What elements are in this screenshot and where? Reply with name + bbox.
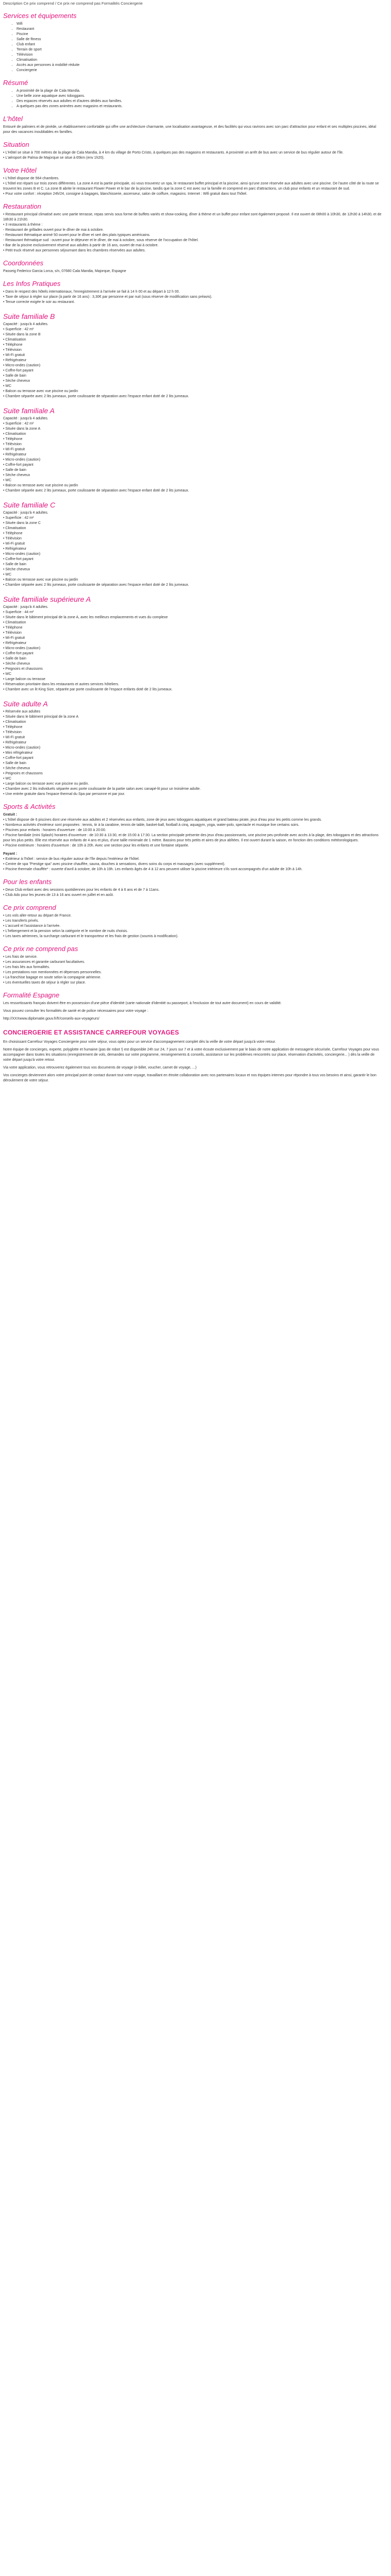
suite-feature: • Coffre-fort payant — [3, 756, 382, 761]
text-line: • Bar de la piscine exclusivement réservé aux adultes à partir de 16 ans, ouvert de mai à octobre. — [3, 243, 382, 248]
resume-list — [3, 89, 382, 109]
suite-feature: • Sèche cheveux — [3, 567, 382, 572]
suite-feature: • Coffre-fort payant — [3, 557, 382, 562]
coordonnees-title: Coordonnées — [3, 259, 44, 267]
suite-feature: • Télévision — [3, 442, 382, 447]
suite-feature: • Large balcon ou terrasse avec vue piscine ou jardin. — [3, 782, 382, 787]
text-line: - Restaurant de grillades ouvert pour le dîner de mai à octobre. — [3, 228, 104, 232]
suites-container — [3, 312, 382, 797]
formalites-title: Formalité Espagne — [3, 991, 60, 999]
suite-feature: • Climatisation — [3, 337, 382, 343]
infos-title: Les Infos Pratiques — [3, 280, 61, 287]
suite-feature: • Réfrigérateur — [3, 452, 382, 457]
suite-feature: • WC — [3, 478, 382, 483]
suite-feature: • Wi-Fi gratuit — [3, 541, 382, 547]
suite-feature: • Climatisation — [3, 720, 382, 725]
suite-feature: • Balcon ou terrasse avec vue piscine ou jardin — [3, 578, 382, 583]
suite-feature: • Sèche cheveux — [3, 379, 382, 384]
list-item: • Télévision — [17, 53, 382, 58]
text-line: • Piscines pour enfants : horaires d'ouverture : de 10:00 à 20:00. — [3, 828, 382, 833]
conciergerie-title: CONCIERGERIE ET ASSISTANCE CARREFOUR VOYAGES — [3, 1029, 180, 1036]
conciergerie-text-4: Vos concierges deviennent alors votre principal point de contact durant tout votre voyage, travaillant en étroite collaboration avec nos partenaires locaux et nos équipes internes pour répondre à tous vos besoins et ainsi, garantir le bon déroulement de votre séjour. — [3, 1074, 377, 1082]
text-line: • Les vols aller-retour au départ de France. — [3, 913, 382, 919]
suite-feature: • Peignoirs et chaussons — [3, 771, 382, 776]
suite-feature: • Mini réfrigérateur — [3, 751, 382, 756]
text-line: • Petit truck réservé aux personnes séjournant dans les chambres réservées aux adultes. — [3, 248, 382, 253]
suite-feature: • Coffre-fort payant — [3, 651, 382, 656]
suite-feature: • Wi-Fi gratuit — [3, 636, 382, 641]
situation-lines — [3, 150, 382, 161]
suite-feature: • Chambre avec 2 lits individuels séparée avec porte coulissante de la partie salon avec canapé-lit pour un troisième adulte. — [3, 787, 382, 792]
suite-feature: • Balcon ou terrasse avec vue piscine ou jardin — [3, 389, 382, 394]
text-line: • Club Ado pour les jeunes de 13 à 16 ans ouvert en juillet et en août. — [3, 893, 382, 898]
formalites-text-2: Vous pouvez consulter les formalités de santé et de police nécessaires pour votre voyage : — [3, 1009, 149, 1013]
suite-feature: • Balcon ou terrasse avec vue piscine ou jardin — [3, 483, 382, 488]
text-line: - Restaurant thématique sud : ouvert pour le déjeuner et le dîner, de mai à octobre, sous réserve de l'occupation de l'hôtel. — [3, 239, 199, 242]
conciergerie-text-3: Via votre application, vous retrouverez également tous vos documents de voyage (e-billet, voucher, carnet de voyage, ...) — [3, 1066, 197, 1070]
text-line: • L'aéroport de Palma de Majorque se situe à 65km (env 1h20). — [3, 156, 382, 161]
suite-feature: • Micro-ondes (caution) — [3, 646, 382, 651]
suite-feature: • Située dans le bâtiment principal de la zone A — [3, 715, 382, 720]
suite-feature: • Superficie : 42 m² — [3, 421, 382, 427]
list-item: • Salle de fitness — [17, 37, 382, 42]
suite-feature: • Située dans le bâtiment principal de la zone A, avec les meilleurs emplacements et vues du complexe — [3, 615, 382, 620]
list-item: • Des espaces réservés aux adultes et d'autres dédiés aux familles. — [17, 99, 382, 104]
suite-title: Suite familiale C — [3, 501, 56, 509]
sports-free-lines — [3, 818, 382, 849]
page — [0, 0, 385, 1091]
ne-comprend-title: Ce prix ne comprend pas — [3, 945, 78, 953]
text-line: • La franchise bagage en soute selon la compagnie aérienne. — [3, 975, 382, 980]
formalites-text-1: Les ressortissants français doivent être en possession d'une pièce d'identité (carte nationale d'identité ou passeport, à l'exclusion de tout autre document) en cours de validité. — [3, 1002, 282, 1005]
suite-feature: • Télévision — [3, 536, 382, 541]
suite-feature: • Superficie : 42 m² — [3, 516, 382, 521]
services-title: Services et équipements — [3, 12, 77, 20]
list-item: • Une belle zone aquatique avec toboggans. — [17, 94, 382, 99]
text-line: • Extérieur à l'hôtel : service de bus régulier autour de l'île depuis l'extérieur de l'hôtel. — [3, 857, 382, 862]
list-item: • A proximité de la plage de Cala Mandia. — [17, 89, 382, 94]
text-line: • Les prestations non mentionnées et dépenses personnelles. — [3, 970, 382, 975]
text-line: • Les éventuelles taxes de séjour à régler sur place. — [3, 980, 382, 986]
suite-feature: • Chambre séparée avec 2 lits jumeaux, porte coulissante de séparation avec l'espace enfant doté de 2 lits jumeaux. — [3, 583, 382, 588]
suite-feature: • Sèche cheveux — [3, 766, 382, 771]
text-line: • L'Hôtel se situe à 700 mètres de la plage de Cala Mandia, à 4 km du village de Porto Cristo, à quelques pas des magasins et restaurants. A proximité un arrêt de bus avec un service de bus régulier autour de l'île. — [3, 150, 382, 156]
suite-title: Suite adulte A — [3, 700, 48, 708]
suite-feature: • WC — [3, 672, 382, 677]
suite-feature: • Superficie : 42 m² — [3, 327, 382, 332]
text-line: • Les assurances et garantie carburant facultatives. — [3, 960, 382, 965]
suite-feature: • Sèche cheveux — [3, 662, 382, 667]
suite-feature: • Située dans la zone C — [3, 521, 382, 526]
text-line: • Nombreux activités d'extérieur sont proposées : tennis, tir à la carabine, tennis de table, basket-ball, football à cinq, aquagym, yoga, water-polo, spectacle et musique live certains soirs. — [3, 823, 382, 828]
suite-feature: • Réfrigérateur — [3, 641, 382, 646]
suite-feature: • Micro-ondes (caution) — [3, 745, 382, 751]
suite-feature: • Sèche cheveux — [3, 473, 382, 478]
suite-feature: • Large balcon ou terrasse — [3, 677, 382, 682]
restauration-lines — [3, 212, 382, 253]
ne-comprend-lines — [3, 955, 382, 986]
text-line: - Restaurant thématique animé 50 ouvert pour le dîner et sert des plats typiques américains. — [3, 233, 151, 237]
suite-title: Suite familiale supérieure A — [3, 595, 91, 603]
suite-feature: • Peignoirs et chaussons — [3, 667, 382, 672]
text-line: • L'hébergement et la pension selon la catégorie et le nombre de nuits choisis. — [3, 929, 382, 934]
suite-feature: • Micro-ondes (caution) — [3, 457, 382, 463]
text-line: • Piscine extérieure : horaires d'ouverture : de 10h à 20h. Avec une section pour les enfants et une fontaine séparée. — [3, 843, 382, 849]
suite-feature: • Téléphone — [3, 725, 382, 730]
suite-feature: • Salle de bain — [3, 468, 382, 473]
suite-feature: • Salle de bain — [3, 761, 382, 766]
text-line: • Tenue correcte exigée le soir au restaurant. — [3, 300, 382, 305]
list-item: • Conciergerie — [17, 68, 382, 73]
list-item: • A quelques pas des zones animées avec magasins et restaurants. — [17, 104, 382, 109]
conciergerie-text-2: Notre équipe de concierges, experte, polyglotte et humaine (pas de robot !) est disponible 24h sur 24, 7 jours sur 7 et à votre écoute exclusivement par le biais de notre application de messagerie sécurisée, Carrefour Voyages pour vous accompagner dans toutes les situations (enregistrement de vols, demandes sur votre programme, renseignements & conseils, assistance sur les problèmes rencontrés sur place, réservation d'activités, conciergerie... ) dès la veille de votre départ jusqu'à votre retour. — [3, 1048, 379, 1062]
resume-title: Résumé — [3, 79, 28, 87]
suite-feature: • Wi-Fi gratuit — [3, 447, 382, 452]
services-list — [3, 22, 382, 73]
suite-feature: • Wi-Fi gratuit — [3, 735, 382, 740]
suite-feature: • Climatisation — [3, 526, 382, 531]
list-item: • Wifi — [17, 22, 382, 27]
text-line: • Les transferts privés. — [3, 919, 382, 924]
suite-capacity: Capacité : jusqu'à 4 adultes. — [3, 511, 48, 515]
suite-feature: • Chambre séparée avec 2 lits jumeaux, porte coulissante de séparation avec l'espace enfant doté de 2 lits jumeaux. — [3, 394, 382, 399]
sports-paid-label: Payant : — [3, 852, 18, 856]
comprend-title: Ce prix comprend — [3, 904, 56, 911]
text-line: • Deux Club enfant avec des sessions quotidiennes pour les enfants de 4 à 6 ans et de 7 à 11ans. — [3, 888, 382, 893]
text-line: • Piscine thermale chauffée* : ouverte d'avril à octobre, de 10h à 19h. Les enfants âgés de 4 à 12 ans peuvent utiliser la piscine intérieure s'ils sont accompagnés d'un adulte de 10h à 14h. — [3, 867, 382, 872]
list-item: • Restaurant — [17, 27, 382, 32]
text-line: • Pour votre confort : réception 24h/24, consigne à bagages, blanchisserie, ascenseur, salon de coiffure, magasins. Internet : Wifi gratuit dans tout l'hôtel. — [3, 192, 382, 197]
hotel-title: L'hôtel — [3, 115, 23, 123]
suite-feature: • Wi-Fi gratuit — [3, 353, 382, 358]
enfants-title: Pour les enfants — [3, 878, 52, 886]
text-line: • L'hôtel dispose de 6 piscines dont une réservée aux adultes et 2 réservées aux enfants, zone de jeux avec toboggans aquatiques et grand bateau pirate, jeux d'eau pour les petits comme les grands. — [3, 818, 382, 823]
suite-capacity: Capacité : jusqu'à 4 adultes. — [3, 323, 48, 326]
hotel-description: Entouré de palmiers et de pinède, un établissement confortable qui offre une architecture charmante, une localisation avantageuse, et des facilités qui vous ravirons avec son parc d'attraction pour enfant et ses multiples piscines, idéal pour des vacances inoubliables en familles. — [3, 125, 377, 134]
suite-feature: • Située dans la zone B — [3, 332, 382, 337]
sports-title: Sports & Activités — [3, 803, 56, 810]
situation-title: Situation — [3, 141, 29, 148]
suite-feature: • Chambre avec un lit King Size, séparée par porte coulissante de l'espace enfants doté de 2 lits jumeaux. — [3, 687, 382, 692]
suite-feature: • Télévision — [3, 631, 382, 636]
suite-feature: • Micro-ondes (caution) — [3, 552, 382, 557]
suite-feature: • Télévision — [3, 348, 382, 353]
list-item: • Piscine — [17, 32, 382, 37]
text-line: • Centre de spa "Prestige spa" avec piscine chauffée, sauna, douches à sensations, divers soins du corps et massages (avec supplément). — [3, 862, 382, 867]
comprend-lines — [3, 913, 382, 939]
suite-feature: • Micro-ondes (caution) — [3, 363, 382, 368]
formalites-link[interactable]: http://XXXwww.diplomatie.gouv.fr/fr/conseils-aux-voyageurs/ — [3, 1017, 100, 1021]
text-line: • Les taxes aériennes, la surcharge carburant et le transporteur et les frais de gestion (soumis à modification). — [3, 934, 382, 939]
suite-feature: • Climatisation — [3, 620, 382, 625]
suite-feature: • Salle de bain — [3, 562, 382, 567]
text-line: • L'accueil et l'assistance à l'arrivée. — [3, 924, 382, 929]
suite-feature: • Téléphone — [3, 625, 382, 631]
suite-title: Suite familiale B — [3, 312, 55, 320]
suite-feature: • Téléphone — [3, 437, 382, 442]
restauration-title: Restauration — [3, 202, 41, 210]
sports-free-label: Gratuit : — [3, 813, 18, 817]
text-line: • Restaurant principal climatisé avec une partie terrasse, repas servis sous forme de buffets variés et show-cooking, dîner à thème et un buffet pour enfant sont également proposé. Il est ouvert de 08h00 à 10h30, de 12h30 à 14h30, et de 18h30 à 21h30. — [3, 212, 382, 223]
suite-feature: • Téléphone — [3, 343, 382, 348]
text-line: • L'hôtel est réparti sur trois zones différentes. La zone A est la partie principale, où vous trouverez un spa, le restaurant buffet principal et la piscine, ainsi qu'une zone réservée aux adultes avec une piscine. De l'autre côté de la route se trouvent les zones B et C. La zone B abrite le restaurant Flower Power et le bar de la piscine, tandis que la zone C est avec sur la famille et comprend en parc d'attractions, un club pour enfants et un restaurant de sud. — [3, 181, 382, 192]
text-line: • Les frais de service. — [3, 955, 382, 960]
suite-feature: • Réfrigérateur — [3, 740, 382, 745]
suite-feature: • Réservée aux adultes — [3, 709, 382, 715]
suite-feature: • Située dans la zone A — [3, 427, 382, 432]
suite-feature: • Superficie : 44 m² — [3, 610, 382, 615]
suite-feature: • WC — [3, 572, 382, 578]
suite-capacity: Capacité : jusqu'à 4 adultes. — [3, 605, 48, 609]
sports-paid-lines — [3, 857, 382, 872]
intro-line: Description Ce prix comprend / Ce prix ne comprend pas Formalités Conciergerie — [3, 1, 143, 6]
hotel-info-lines — [3, 176, 382, 197]
suite-feature: • Chambre séparée avec 2 lits jumeaux, porte coulissante de séparation avec l'espace enfant doté de 2 lits jumeaux. — [3, 488, 382, 494]
address-text: Passeig Federico Garcia Lorca, s/n, 07680 Cala Mandia, Majorque, Espagne — [3, 269, 126, 273]
hotel-info-title: Votre Hôtel — [3, 166, 37, 174]
suite-feature: • Climatisation — [3, 432, 382, 437]
enfants-lines — [3, 888, 382, 898]
text-line: • Piscine familiale (mini Splash) horaires d'ouverture : de 10:30 à 13:30, et de 15:00 à 17:30. La section principale présente des jeux d'eau passionnants, une piscine peu profonde avec accès à la plage, des toboggans et des attractions pour les plus petits. Elle est réservée aux enfants de 4 ans et plus, d'une taille minimale de 1 mètre. Bassins pour très petits et aires de jeux abîtées. Il est ouvert durant la saison, en fonction des conditions météorologiques. — [3, 833, 382, 843]
suite-feature: • WC — [3, 384, 382, 389]
suite-capacity: Capacité : jusqu'à 4 adultes. — [3, 417, 48, 420]
suite-title: Suite familiale A — [3, 406, 55, 415]
suite-feature: • Réfrigérateur — [3, 547, 382, 552]
text-line: • Taxe de séjour à régler sur place (à partir de 16 ans) : 3,30€ par personne et par nuit (sous réserve de modification sans préavis). — [3, 295, 382, 300]
suite-feature: • Réfrigérateur — [3, 358, 382, 363]
suite-feature: • Réservation prioritaire dans les restaurants et autres services hôteliers. — [3, 682, 382, 687]
suite-feature: • Coffre-fort payant — [3, 368, 382, 374]
suite-feature: • WC — [3, 776, 382, 782]
list-item: • Accès aux personnes à mobilité réduite — [17, 63, 382, 68]
suite-feature: • Salle de bain — [3, 656, 382, 662]
list-item: • Terrain de sport — [17, 47, 382, 53]
conciergerie-text-1: En choisissant Carrefour Voyages Conciergerie pour votre séjour, vous optez pour un service d'accompagnement complet dès la veille de votre départ jusqu'à votre retour. — [3, 1040, 276, 1044]
suite-feature: • Coffre-fort payant — [3, 463, 382, 468]
suite-feature: • Une entrée gratuite dans l'espace thermal du Spa par personne et par jour. — [3, 792, 382, 797]
list-item: • Club enfant — [17, 42, 382, 47]
text-line: • Dans le respect des hôtels internationaux, l'enregistrement à l'arrivée se fait à 14 h 00 et au départ à 12 h 00. — [3, 290, 382, 295]
suite-feature: • Salle de bain — [3, 374, 382, 379]
text-line: • 3 restaurants à thème : — [3, 223, 382, 228]
suite-feature: • Téléphone — [3, 531, 382, 536]
suite-feature: • Télévision — [3, 730, 382, 735]
text-line: • L'hôtel dispose de 564 chambres. — [3, 176, 382, 181]
list-item: • Climatisation — [17, 58, 382, 63]
infos-lines — [3, 290, 382, 305]
text-line: • Les frais liés aux formalités. — [3, 965, 382, 970]
